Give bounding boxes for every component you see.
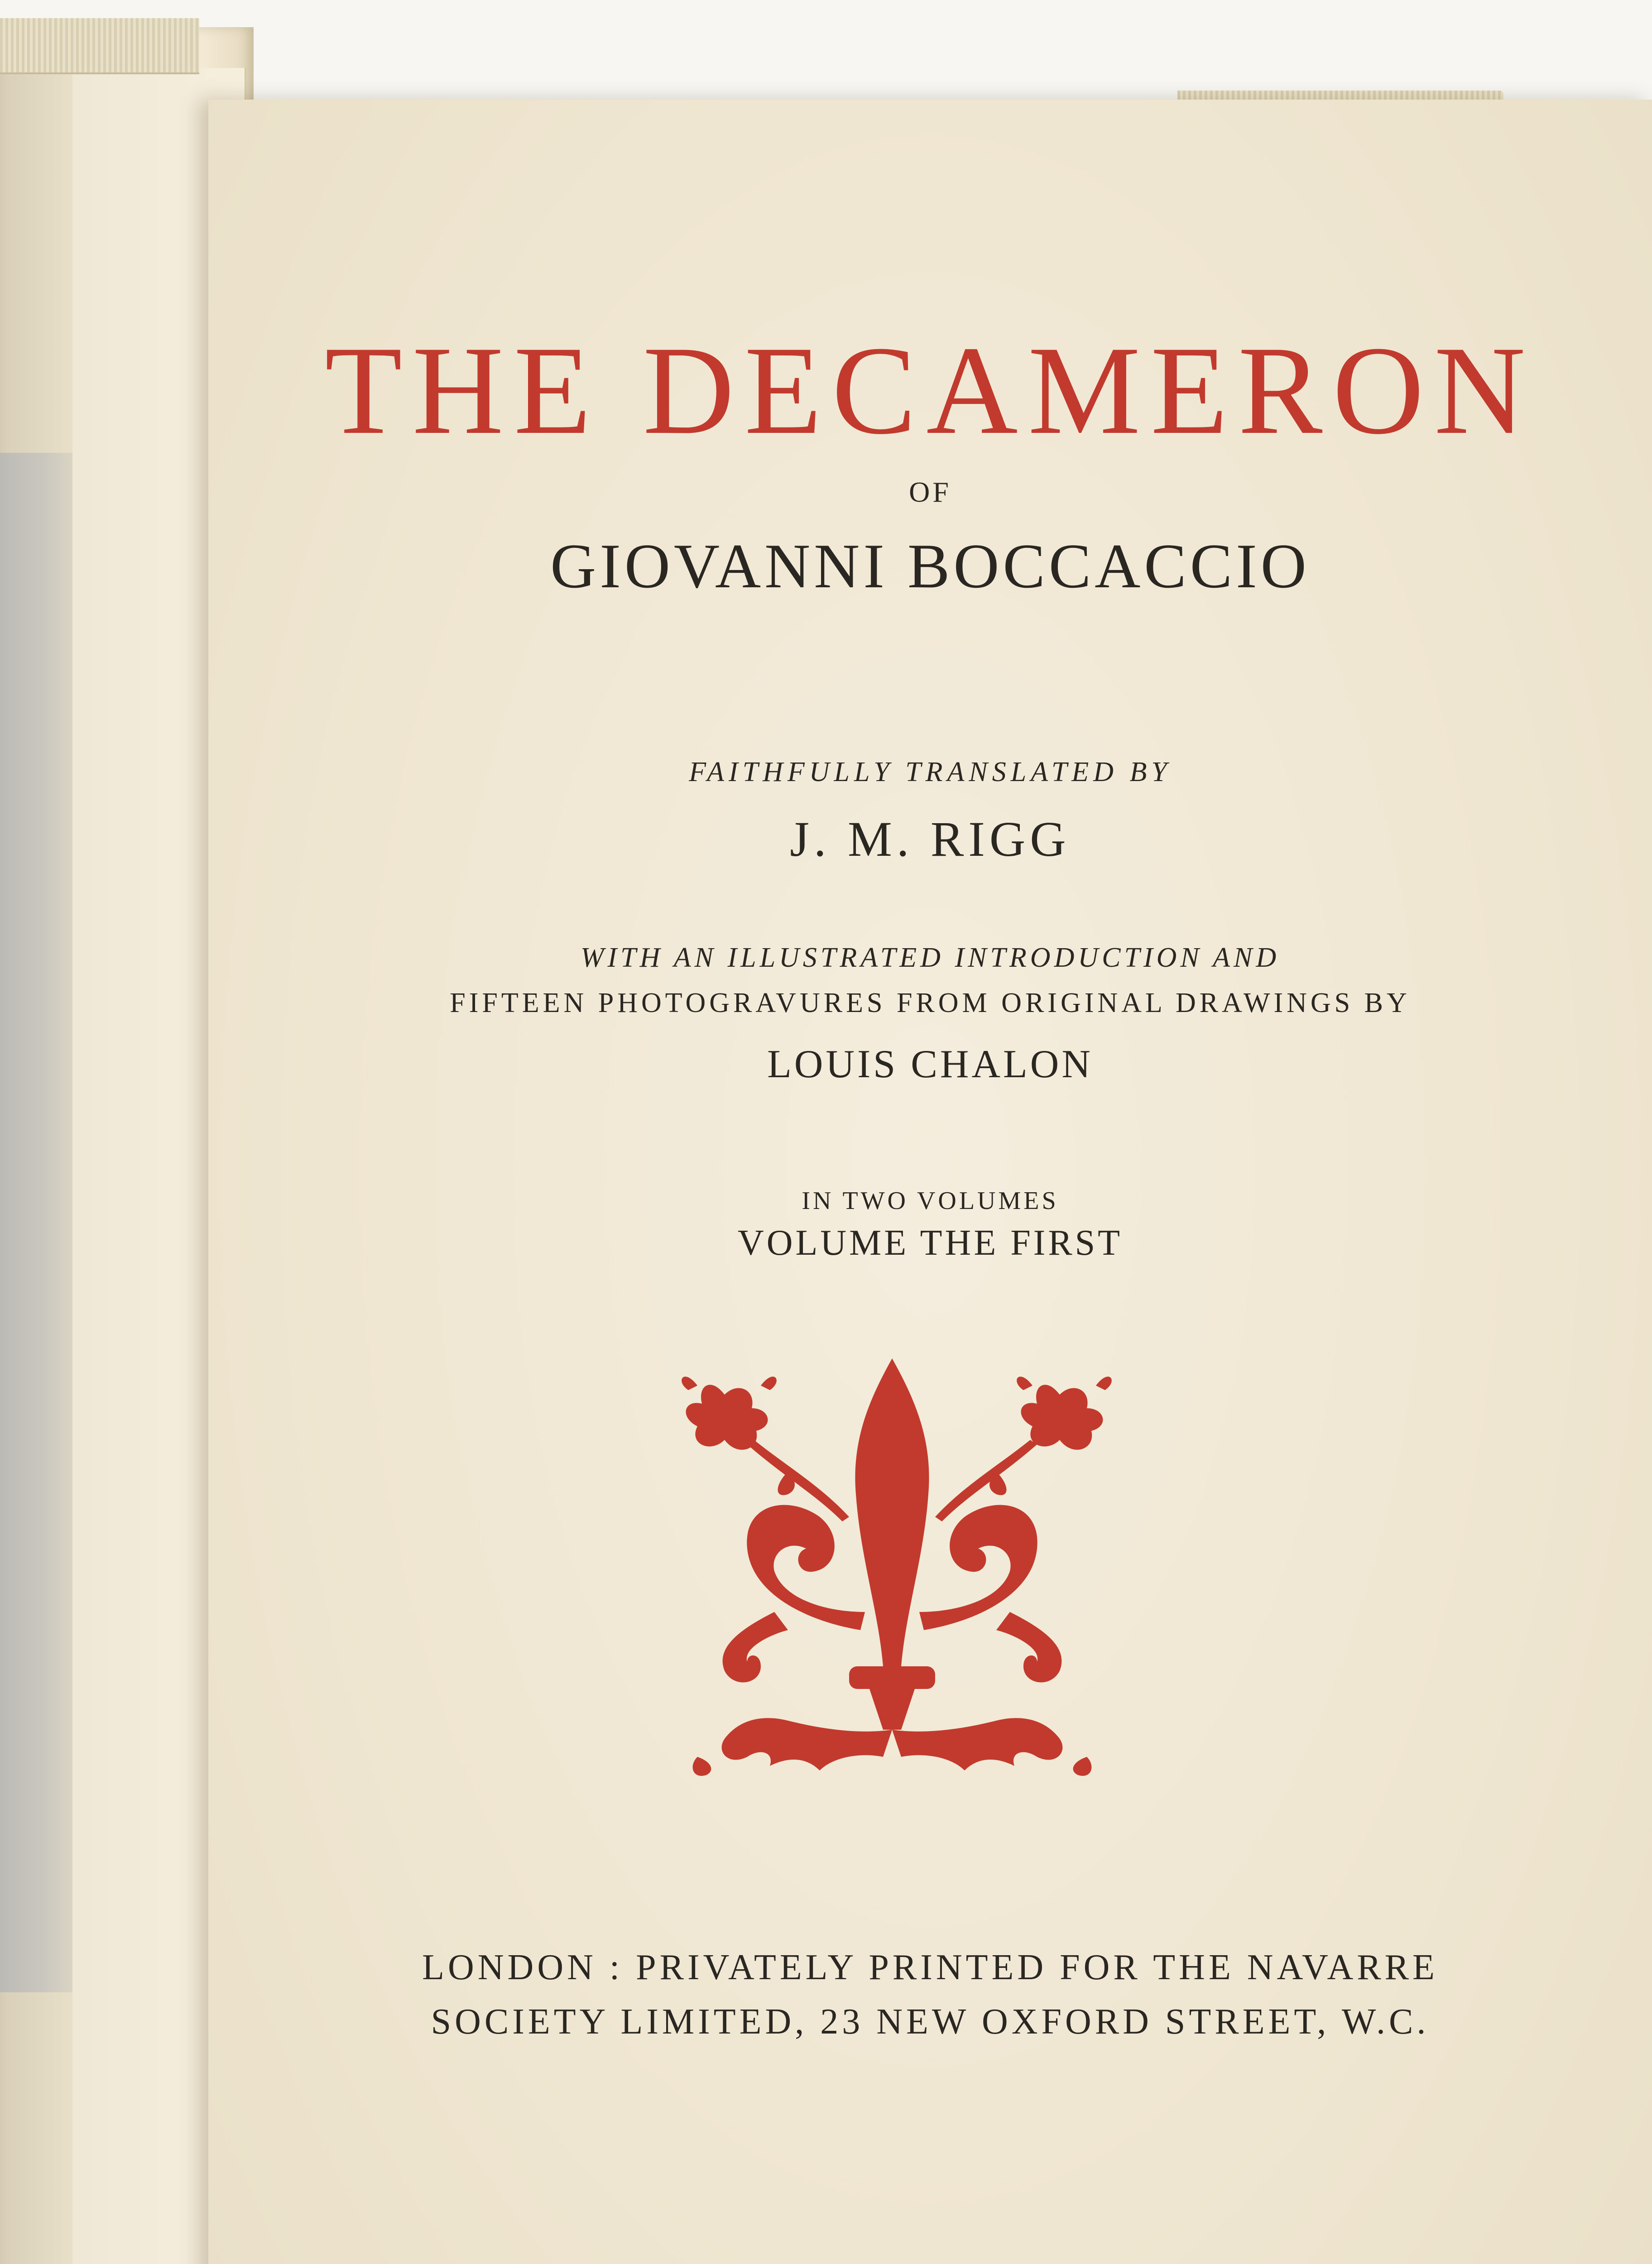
illustrator-name: LOUIS CHALON — [767, 1042, 1093, 1086]
imprint-line-1: LONDON : PRIVATELY PRINTED FOR THE NAVARRE — [422, 1947, 1438, 1987]
frontispiece-plate — [0, 453, 72, 1992]
translated-by-line: FAITHFULLY TRANSLATED BY — [689, 757, 1172, 787]
volumes-line: IN TWO VOLUMES — [802, 1187, 1059, 1215]
fleur-de-lis-emblem — [670, 1358, 1114, 1820]
page-edges-left — [0, 18, 199, 74]
imprint-line-2: SOCIETY LIMITED, 23 NEW OXFORD STREET, W.C. — [431, 2002, 1430, 2042]
book-title: THE DECAMERON — [325, 320, 1536, 460]
volume-line: VOLUME THE FIRST — [737, 1223, 1123, 1263]
author-name: GIOVANNI BOCCACCIO — [550, 531, 1310, 601]
intro-line-2: FIFTEEN PHOTOGRAVURES FROM ORIGINAL DRAWINGS BY — [450, 988, 1411, 1018]
of-line: OF — [909, 476, 951, 508]
title-page — [208, 100, 1652, 2264]
intro-line-1: WITH AN ILLUSTRATED INTRODUCTION AND — [580, 942, 1280, 973]
translator-name: J. M. RIGG — [790, 811, 1071, 867]
